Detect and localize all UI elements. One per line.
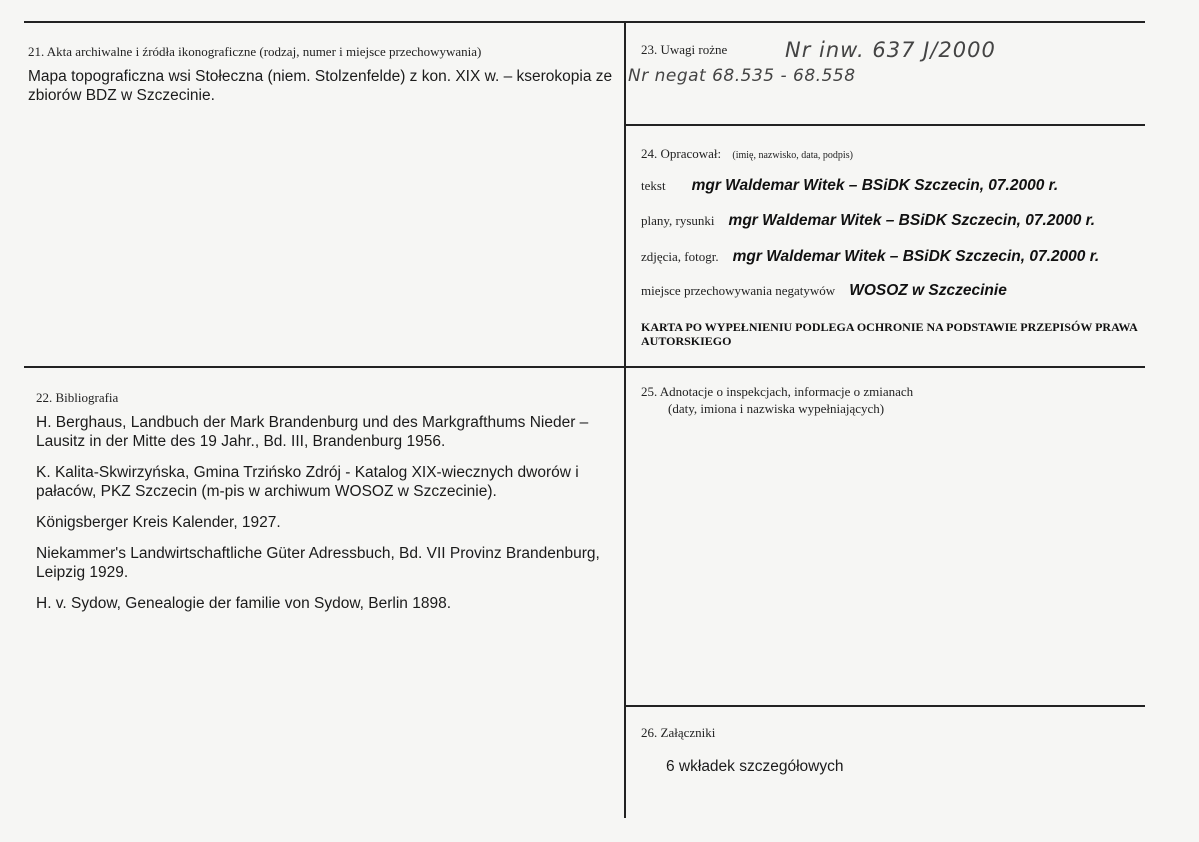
author-row-photos: [641, 248, 1099, 266]
bibliography-item: Niekammer's Landwirtschaftliche Güter Adressbuch, Bd. VII Provinz Brandenburg, Leipzig 1929.: [36, 545, 600, 581]
section-26-heading: 26. Załączniki: [641, 725, 716, 740]
negative-number-handwritten: Nr negat 68.535 - 68.558: [628, 66, 856, 86]
section-21-content: Mapa topograficzna wsi Stołeczna (niem. Stolzenfelde) z kon. XIX w. – kserokopia ze zbiorów BDZ w Szczecinie.: [28, 68, 613, 104]
bibliography-list: [36, 413, 622, 625]
row-value: mgr Waldemar Witek – BSiDK Szczecin, 07.2000 r.: [728, 212, 1096, 229]
middle-divider: [24, 366, 1145, 368]
section-24-heading: [641, 146, 853, 162]
row-label: miejsce przechowywania negatywów: [641, 283, 836, 298]
section-24-title: 24. Opracował:: [641, 146, 722, 161]
section-24-note: (imię, nazwisko, data, podpis): [732, 150, 853, 161]
section-22-heading: 22. Bibliografia: [36, 390, 119, 405]
copyright-notice: KARTA PO WYPEŁNIENIU PODLEGA OCHRONIE NA PODSTAWIE PRZEPISÓW PRAWA AUTORSKIEGO: [641, 320, 1138, 348]
row-label: tekst: [641, 178, 666, 193]
divider-23-24: [624, 124, 1145, 126]
bibliography-item: H. Berghaus, Landbuch der Mark Brandenburg und des Markgrafthums Nieder – Lausitz in der Mitte des 19 Jahr., Bd. III, Brandenburg 1956.: [36, 414, 589, 450]
row-value: mgr Waldemar Witek – BSiDK Szczecin, 07.2000 r.: [691, 177, 1059, 194]
row-value: WOSOZ w Szczecinie: [849, 282, 1007, 299]
bibliography-item: Königsberger Kreis Kalender, 1927.: [36, 514, 281, 531]
bibliography-item: H. v. Sydow, Genealogie der familie von Sydow, Berlin 1898.: [36, 595, 451, 612]
author-row-plans: [641, 212, 1095, 230]
row-value: mgr Waldemar Witek – BSiDK Szczecin, 07.2000 r.: [732, 248, 1100, 265]
section-25-heading: 25. Adnotacje o inspekcjach, informacje o zmianach: [641, 384, 914, 399]
top-border: [24, 21, 1145, 23]
section-25-subheading: (daty, imiona i nazwiska wypełniających): [668, 401, 885, 416]
row-label: zdjęcia, fotogr.: [641, 249, 719, 264]
author-row-text: [641, 177, 1058, 195]
section-23-heading: 23. Uwagi rożne: [641, 42, 728, 57]
section-21-heading: 21. Akta archiwalne i źródła ikonograficzne (rodzaj, numer i miejsce przechowywania): [28, 44, 482, 59]
center-divider: [624, 21, 626, 818]
bibliography-item: K. Kalita-Skwirzyńska, Gmina Trzińsko Zdrój - Katalog XIX-wiecznych dworów i pałaców, PKZ Szczecin (m-pis w archiwum WOSOZ w Szczecinie).: [36, 464, 579, 500]
divider-25-26: [624, 705, 1145, 707]
inventory-number-handwritten: Nr inw. 637 J/2000: [785, 38, 996, 62]
section-26-content: 6 wkładek szczegółowych: [666, 758, 844, 775]
negatives-location-row: [641, 282, 1007, 300]
row-label: plany, rysunki: [641, 213, 715, 228]
